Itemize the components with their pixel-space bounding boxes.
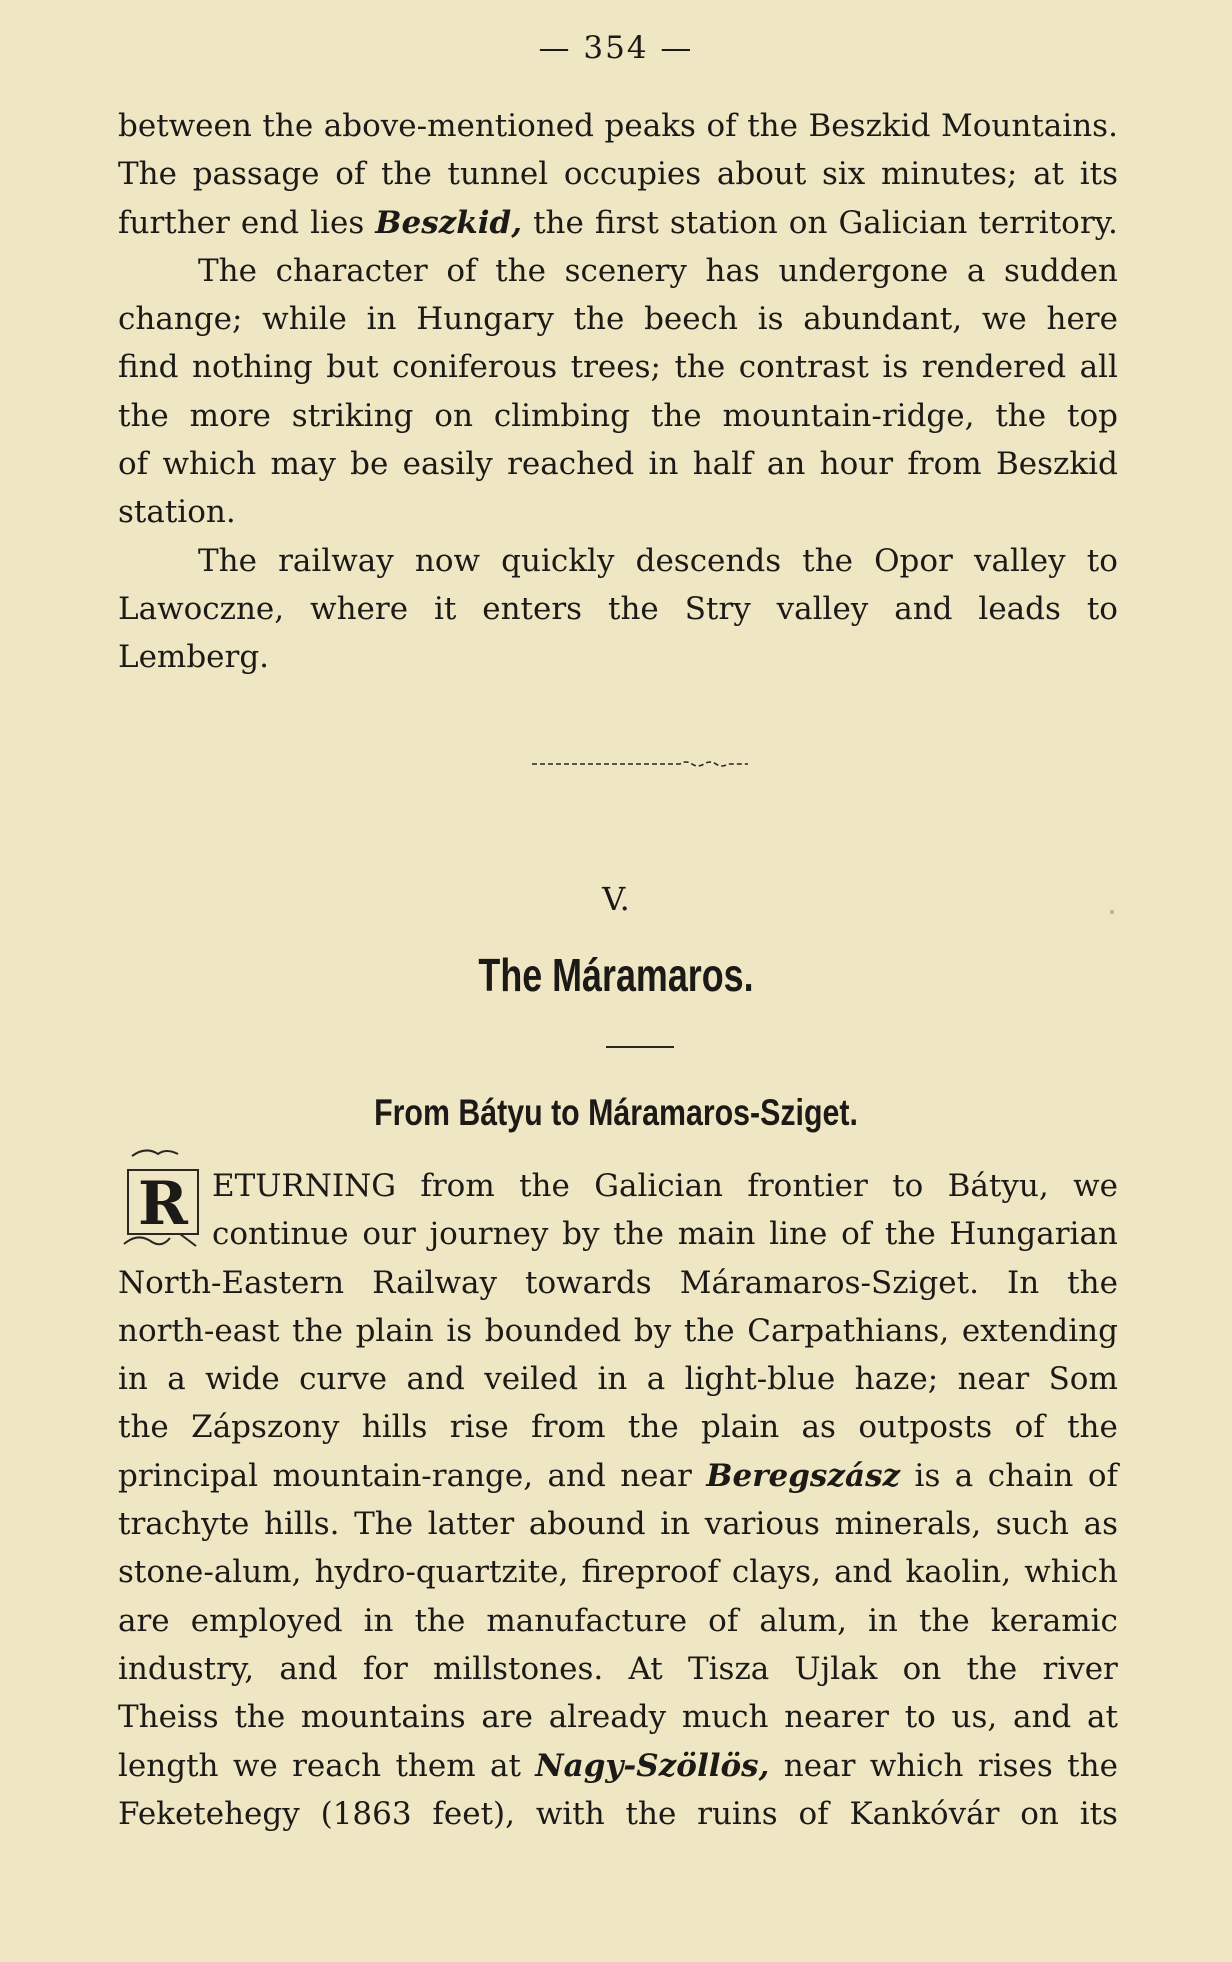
- section-subtitle: From Bátyu to Máramaros-Sziget.: [374, 1092, 858, 1133]
- word: of: [706, 108, 737, 144]
- word: fireproof: [581, 1554, 719, 1591]
- word: of: [1014, 1409, 1045, 1446]
- word: from: [420, 1168, 495, 1204]
- word: Feketehegy: [118, 1795, 300, 1832]
- word: to: [892, 1168, 924, 1204]
- word: the: [234, 1699, 286, 1736]
- word: ruins: [697, 1795, 778, 1832]
- word: mountain-ridge,: [722, 397, 975, 434]
- word: industry,: [118, 1650, 255, 1687]
- word: The: [198, 252, 257, 289]
- word: by: [562, 1216, 600, 1253]
- word: Carpathians,: [747, 1312, 950, 1349]
- word: Railway: [372, 1264, 498, 1301]
- word: occupies: [563, 156, 702, 193]
- word: Opor: [874, 542, 953, 579]
- word: to: [904, 1699, 936, 1736]
- word: of: [118, 446, 149, 483]
- word: with: [535, 1795, 605, 1832]
- word: but: [326, 349, 379, 386]
- word: now: [414, 542, 481, 579]
- word: a: [646, 1361, 666, 1398]
- word: towards: [525, 1264, 652, 1301]
- chapter-title: The Máramaros.: [478, 949, 754, 1001]
- page-number: — 354 —: [538, 30, 694, 66]
- word: trees;: [570, 349, 661, 386]
- word: and: [279, 1650, 338, 1687]
- word: plain: [355, 1312, 434, 1349]
- word: on: [434, 397, 473, 434]
- word: The: [118, 156, 177, 193]
- word: employed: [190, 1602, 343, 1639]
- word: north-east: [118, 1312, 280, 1349]
- word: Nagy-Szöllös,: [535, 1747, 770, 1784]
- word: while: [262, 301, 347, 338]
- word: undergone: [778, 252, 949, 289]
- word: Galician: [594, 1168, 724, 1204]
- word: In: [1006, 1264, 1040, 1301]
- word: end: [240, 204, 300, 241]
- word: the: [573, 301, 625, 338]
- word: line: [769, 1216, 828, 1253]
- word: the: [627, 1409, 679, 1446]
- word: which: [162, 446, 257, 483]
- word: at: [489, 1747, 521, 1784]
- word: of: [1087, 1457, 1118, 1494]
- word: a: [167, 1361, 186, 1398]
- word: is: [882, 349, 909, 386]
- word: outposts: [858, 1409, 993, 1446]
- word: manufacture: [486, 1602, 688, 1639]
- word: hydro-quartzite,: [314, 1554, 569, 1591]
- word: nothing: [192, 349, 313, 386]
- word: ETURNING: [212, 1168, 397, 1204]
- word: easily: [402, 446, 493, 483]
- word: reached: [507, 446, 635, 483]
- word: which: [1024, 1554, 1118, 1591]
- word: it: [433, 590, 457, 627]
- word: trachyte: [118, 1506, 250, 1543]
- word: the: [918, 1602, 970, 1639]
- word: of: [798, 1795, 829, 1832]
- word: the: [414, 1602, 466, 1639]
- word: Bátyu,: [947, 1168, 1049, 1204]
- word: continue: [212, 1216, 349, 1253]
- word: Hungarian: [949, 1216, 1118, 1253]
- text-line: [118, 1403, 1118, 1451]
- word: chain: [987, 1457, 1074, 1494]
- word: the: [1067, 1264, 1118, 1301]
- word: of: [335, 156, 366, 193]
- word: further: [118, 204, 230, 241]
- word: the: [262, 108, 314, 144]
- text-line: [118, 633, 1118, 681]
- word: between: [118, 108, 252, 144]
- word: valley: [973, 542, 1066, 579]
- word: we: [1073, 1168, 1118, 1204]
- word: of: [708, 1602, 739, 1639]
- word: us,: [951, 1699, 998, 1736]
- word: bounded: [484, 1312, 622, 1349]
- word: kaolin,: [905, 1554, 1012, 1591]
- text-line: [118, 1452, 1118, 1500]
- word: Theiss: [118, 1699, 219, 1736]
- word: lies: [310, 204, 365, 241]
- word: the: [884, 1216, 936, 1253]
- word: Som: [1048, 1361, 1118, 1398]
- word: beech: [644, 301, 738, 338]
- word: the: [995, 397, 1047, 434]
- word: Beszkid: [808, 108, 931, 144]
- section-ornament: [530, 756, 750, 772]
- word: light-blue: [684, 1361, 836, 1398]
- word: we: [232, 1747, 278, 1784]
- word: at: [1033, 156, 1065, 193]
- word: scenery: [564, 252, 687, 289]
- word: be: [350, 446, 389, 483]
- word: the: [1067, 1409, 1118, 1446]
- word: at: [1086, 1699, 1118, 1736]
- word: curve: [299, 1361, 388, 1398]
- word: passage: [192, 156, 320, 193]
- word: and: [406, 1361, 465, 1398]
- word: top: [1067, 397, 1118, 434]
- word: hour: [819, 446, 894, 483]
- word: the: [495, 252, 546, 289]
- word: its: [1079, 1795, 1118, 1832]
- text-line: [118, 1790, 1118, 1838]
- word: and: [894, 590, 953, 627]
- word: the: [683, 1312, 735, 1349]
- word: first: [594, 204, 659, 241]
- word: veiled: [484, 1361, 579, 1398]
- word: are: [118, 1602, 170, 1639]
- word: mountains: [300, 1699, 466, 1736]
- word: Beszkid,: [375, 204, 523, 241]
- word: length: [118, 1747, 219, 1784]
- word: Kankóvár: [849, 1795, 1000, 1832]
- word: contrast: [738, 349, 869, 386]
- word: the: [381, 156, 432, 193]
- word: Stry: [684, 590, 751, 627]
- word: in: [363, 1602, 394, 1639]
- word: rendered: [921, 349, 1067, 386]
- word: Zápszony: [191, 1409, 340, 1446]
- word: hills.: [264, 1506, 340, 1543]
- word: coniferous: [392, 349, 558, 386]
- word: rises: [977, 1747, 1053, 1784]
- word: six: [821, 156, 866, 193]
- word: near: [783, 1747, 856, 1784]
- word: the: [519, 1168, 570, 1204]
- word: we: [981, 301, 1027, 338]
- text-line: [118, 1693, 1118, 1741]
- word: main: [677, 1216, 756, 1253]
- word: has: [705, 252, 760, 289]
- word: a: [954, 1457, 974, 1494]
- word: them: [395, 1747, 476, 1784]
- word: as: [801, 1409, 836, 1446]
- word: from: [907, 446, 982, 483]
- word: Beszkid: [995, 446, 1118, 483]
- text-line: [118, 150, 1118, 198]
- word: the: [625, 1795, 677, 1832]
- word: reach: [292, 1747, 382, 1784]
- word: is: [757, 301, 784, 338]
- text-line: [118, 440, 1118, 488]
- word: on: [1020, 1795, 1059, 1832]
- word: half: [692, 446, 753, 483]
- word: Tisza: [687, 1650, 770, 1687]
- text-line: [118, 585, 1118, 633]
- word: feet),: [432, 1795, 515, 1832]
- text-line: [212, 1162, 1118, 1210]
- paper-speck: [1110, 910, 1114, 914]
- text-line: [118, 392, 1118, 440]
- word: in: [118, 1361, 148, 1398]
- word: the: [1067, 1747, 1118, 1784]
- word: as: [1083, 1506, 1118, 1543]
- word: in: [366, 301, 397, 338]
- word: change;: [118, 301, 243, 338]
- word: by: [633, 1312, 672, 1349]
- word: minerals,: [834, 1506, 982, 1543]
- drop-cap-letter: R: [138, 1169, 188, 1239]
- word: stone-alum,: [118, 1554, 302, 1591]
- text-line: [118, 247, 1118, 295]
- word: nearer: [784, 1699, 889, 1736]
- word: the: [533, 204, 584, 241]
- word: about: [716, 156, 807, 193]
- text-line: [118, 537, 1118, 585]
- word: Galician: [838, 204, 968, 241]
- text-line: [118, 295, 1118, 343]
- word: territory.: [978, 204, 1118, 241]
- word: on: [902, 1650, 942, 1687]
- word: rise: [449, 1409, 509, 1446]
- word: At: [628, 1650, 663, 1687]
- text-line: [118, 1500, 1118, 1548]
- word: more: [189, 397, 271, 434]
- word: for: [362, 1650, 408, 1687]
- word: Lawoczne,: [118, 590, 285, 627]
- word: extending: [961, 1312, 1118, 1349]
- intro-text: [118, 102, 1118, 682]
- title-rule: [606, 1046, 674, 1048]
- word: here: [1046, 301, 1118, 338]
- word: hills: [361, 1409, 428, 1446]
- word: much: [681, 1699, 769, 1736]
- word: enters: [482, 590, 583, 627]
- word: find: [118, 349, 179, 386]
- text-line: [118, 343, 1118, 391]
- word: North-Eastern: [118, 1264, 345, 1301]
- chapter-number: V.: [602, 880, 630, 918]
- word: keramic: [990, 1602, 1118, 1639]
- word: of: [446, 252, 477, 289]
- word: frontier: [747, 1168, 868, 1204]
- word: peaks: [604, 108, 696, 144]
- word: the: [650, 397, 702, 434]
- word: The: [198, 542, 257, 579]
- word: above-mentioned: [323, 108, 594, 144]
- text-line: [118, 1259, 1118, 1307]
- word: and: [547, 1457, 606, 1494]
- word: Lemberg.: [118, 639, 270, 676]
- word: in: [597, 1361, 628, 1398]
- word: The: [354, 1506, 414, 1543]
- word: near: [620, 1457, 692, 1494]
- word: to: [1086, 590, 1118, 627]
- word: near: [957, 1361, 1030, 1398]
- word: leads: [978, 590, 1061, 627]
- word: alum,: [759, 1602, 847, 1639]
- word: abundant,: [803, 301, 963, 338]
- word: station: [669, 204, 778, 241]
- word: principal: [118, 1457, 259, 1494]
- word: such: [995, 1506, 1069, 1543]
- word: from: [531, 1409, 606, 1446]
- word: in: [660, 1506, 691, 1543]
- word: mountain-range,: [272, 1457, 534, 1494]
- word: journey: [429, 1216, 549, 1253]
- word: character: [275, 252, 428, 289]
- word: railway: [278, 542, 394, 579]
- word: is: [446, 1312, 473, 1349]
- word: may: [270, 446, 336, 483]
- word: tunnel: [447, 156, 549, 193]
- word: striking: [291, 397, 414, 434]
- word: to: [1086, 542, 1118, 579]
- chapter-body-text: [118, 1162, 1118, 1838]
- word: various: [704, 1506, 820, 1543]
- word: sudden: [1004, 252, 1118, 289]
- word: Ujlak: [794, 1650, 878, 1687]
- word: latter: [427, 1506, 515, 1543]
- word: clays,: [731, 1554, 821, 1591]
- word: which: [869, 1747, 964, 1784]
- text-line: [118, 102, 1118, 150]
- word: minutes;: [880, 156, 1018, 193]
- word: Máramaros-Sziget.: [679, 1264, 979, 1301]
- word: all: [1079, 349, 1118, 386]
- word: the: [292, 1312, 343, 1349]
- word: the: [118, 397, 169, 434]
- word: plain: [701, 1409, 780, 1446]
- text-line: [118, 1742, 1118, 1790]
- word: the: [747, 108, 798, 144]
- word: are: [481, 1699, 533, 1736]
- word: the: [802, 542, 854, 579]
- word: climbing: [493, 397, 630, 434]
- text-line: [118, 199, 1118, 247]
- text-line: [212, 1210, 1118, 1258]
- word: wide: [205, 1361, 280, 1398]
- text-line: [118, 1307, 1118, 1355]
- word: Beregszász: [706, 1457, 901, 1494]
- word: an: [766, 446, 806, 483]
- word: its: [1079, 156, 1118, 193]
- text-line: [118, 1597, 1118, 1645]
- word: where: [310, 590, 409, 627]
- text-line: [118, 1645, 1118, 1693]
- word: already: [548, 1699, 667, 1736]
- word: Mountains.: [941, 108, 1118, 144]
- word: in: [648, 446, 679, 483]
- word: the: [608, 590, 659, 627]
- word: the: [118, 1409, 169, 1446]
- word: (1863: [320, 1795, 412, 1832]
- word: our: [362, 1216, 416, 1253]
- word: river: [1042, 1650, 1118, 1687]
- word: descends: [635, 542, 782, 579]
- word: the: [613, 1216, 664, 1253]
- word: quickly: [501, 542, 615, 579]
- word: and: [834, 1554, 893, 1591]
- word: of: [841, 1216, 872, 1253]
- word: millstones.: [433, 1650, 604, 1687]
- word: in: [868, 1602, 898, 1639]
- word: haze;: [854, 1361, 939, 1398]
- text-line: [118, 1355, 1118, 1403]
- word: the: [674, 349, 726, 386]
- word: a: [966, 252, 986, 289]
- word: station.: [118, 494, 236, 531]
- text-line: [118, 1548, 1118, 1596]
- word: is: [914, 1457, 941, 1494]
- word: Hungary: [416, 301, 554, 338]
- text-line: [118, 488, 1118, 536]
- word: on: [788, 204, 828, 241]
- word: the: [966, 1650, 1018, 1687]
- word: valley: [776, 590, 869, 627]
- word: and: [1012, 1699, 1072, 1736]
- word: abound: [528, 1506, 646, 1543]
